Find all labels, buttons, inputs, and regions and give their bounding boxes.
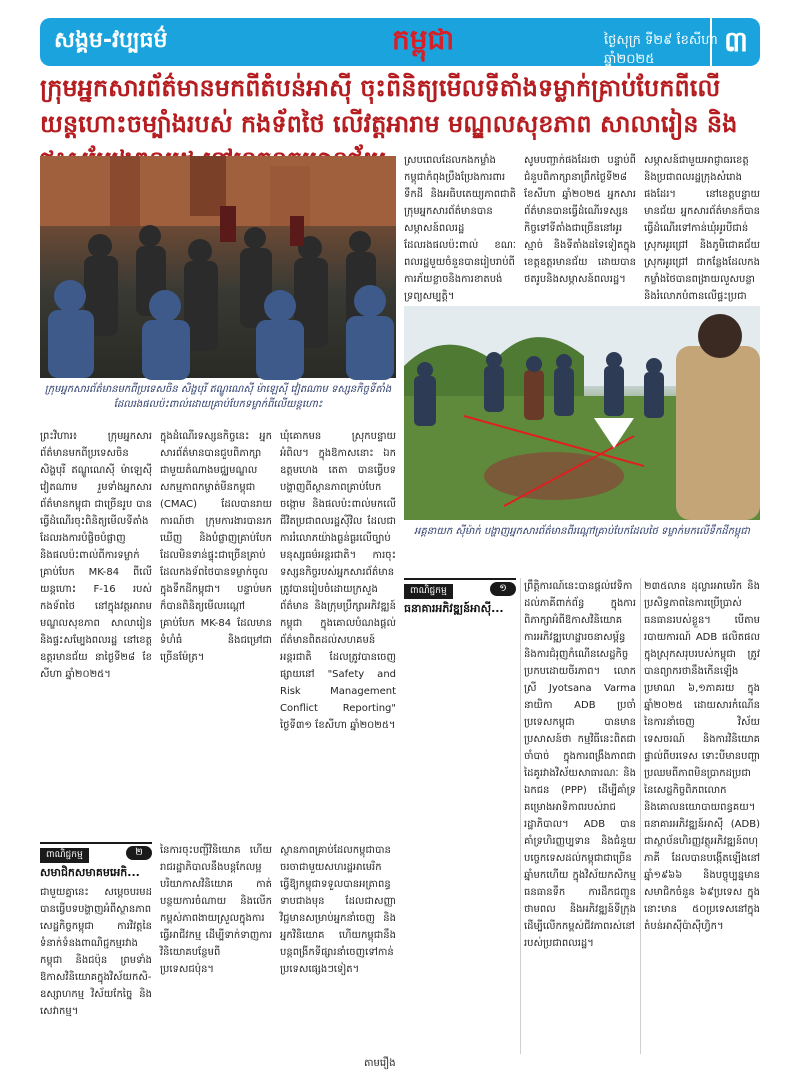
news-box-1 bbox=[404, 578, 516, 620]
section-title: សង្គម-វប្បធម៌ bbox=[54, 28, 168, 53]
photo2-caption: អគ្គនាយក ស៊ីម៉ាក់ បង្ហាញអ្នកសារព័ត៌មានពីរណ្ដៅគ្រាប់បែកដែលថៃ ទម្លាក់មកលើទឹកដីកម្ពុជា bbox=[414, 526, 750, 537]
box1-column-2: ២៣៥លាន ដុល្លារអាមេរិក និងប្រសិទ្ធភាពនៃការប្រើប្រាស់ធនធានរបស់ខ្លួន។ បើតាមរបាយការណ៍ ADB ផលិតផលក្នុងស្រុកសរុបរបស់កម្ពុជា ត្រូវបានព្យាករថានឹងកើនឡើងប្រមាណ ៦,១ភាគរយ ក្នុងឆ្នាំ២០២៥ ដោយសារកំណើននៃការនាំចេញ វិស័យទេសចរណ៍ និងការវិនិយោគផ្ទាល់ពីបរទេស ទោះបីមានបញ្ហាប្រឈមពីភាពមិនប្រាកដប្រជានៃសេដ្ឋកិច្ចពិភពលោក និងគោលនយោបាយពន្ធគយ។ ធនាគារអភិវឌ្ឍន៍អាស៊ី (ADB) ជាស្ថាប័នហិរញ្ញវត្ថុអភិវឌ្ឍន៍ពហុភាគី ដែលបានបង្កើតឡើងនៅឆ្នាំ១៩៦៦ និងបច្ចុប្បន្នមានសមាជិកចំនួន ៦៩ប្រទេស ក្នុងនោះមាន ៥០ប្រទេសនៅក្នុងតំបន់អាស៊ីប៉ាស៊ីហ្វិក។ bbox=[644, 581, 760, 932]
box2-column-2: នៃការចុះបញ្ជីវិនិយោគ ហើយរាជរដ្ឋាភិបាលនឹងបន្តកែលម្អបរិយាកាសវិនិយោគ កាត់បន្ថយការចំណាយ និងលើកកម្ពស់ភាពងាយស្រួលក្នុងការធ្វើអាជីវកម្ម ដើម្បីទាក់ទាញការវិនិយោគបន្ថែមពីប្រទេសជប៉ុន។ bbox=[160, 845, 272, 975]
column-divider bbox=[640, 578, 641, 1054]
box1-column-1: ព្រឹត្តិការណ៍នេះបានផ្ដល់វេទិកាដល់ភាគីពាក់ព័ន្ធ ក្នុងការពិភាក្សាអំពីឱកាសវិនិយោគ ការអភិវឌ្ឍហេដ្ឋារចនាសម្ព័ន្ធ និងការជំរុញកំណើនសេដ្ឋកិច្ចប្រកបដោយចីរភាព។ លោកស្រី Jyotsana Varma នាយិកា ADB ប្រចាំប្រទេសកម្ពុជា បានមានប្រសាសន៍ថា កម្មវិធីនេះពិតជាចាំបាច់ ក្នុងការពង្រឹងភាពជាដៃគូរវាងវិស័យសាធារណៈ និងឯកជន (PPP) ដើម្បីគាំទ្រគម្រោងអាទិភាពរបស់រាជរដ្ឋាភិបាល។ ADB បានគាំទ្រហិរញ្ញប្បទាន និងជំនួយបច្ចេកទេសដល់កម្ពុជាជាច្រើនឆ្នាំមកហើយ ក្នុងវិស័យកសិកម្ម ធនធានទឹក ការដឹកជញ្ជូន ថាមពល និងអភិវឌ្ឍន៍ទីក្រុង ដើម្បីលើកកម្ពស់ជីវភាពរស់នៅរបស់ប្រជាពលរដ្ឋ។ bbox=[524, 581, 636, 949]
news-box-2 bbox=[40, 842, 152, 884]
article-column-1: ព្រះវិហារ៖ ក្រុមអ្នកសារព័ត៌មានមកពីប្រទេសចិន សិង្ហបុរី ឥណ្ឌូណេស៊ី ម៉ាឡេស៊ី វៀតណាម រួមទាំងអ្នកសារព័ត៌មានកម្ពុជា ជាច្រើនរូប បានធ្វើដំណើរចុះពិនិត្យមើលទីតាំងដែលរងការបំផ្លិចបំផ្លាញនិងផលប៉ះពាល់ពីការទម្លាក់គ្រាប់បែក MK-84 ពីលើយន្តហោះ F-16 របស់កងទ័ពថៃ នៅក្នុងវត្តអារាម មណ្ឌលសុខភាព សាលារៀន និងផ្ទះសម្បែងពលរដ្ឋ នៅខេត្តឧត្តរមានជ័យ នាថ្ងៃទី២៨ ខែសីហា ឆ្នាំ២០២៥។ bbox=[40, 431, 152, 680]
box2-column-1: ជាមួយគ្នានេះ សម្ដេចបរម​ដបានធ្វើបទបង្ហាញអំពីស្ថានភាពសេដ្ឋកិច្ចកម្ពុជា ការវិវត្តនៃទំនាក់ទំនងពាណិជ្ជកម្មរវាងកម្ពុជា និងជប៉ុន ព្រមទាំងឱកាសវិនិយោគក្នុងវិស័យកសិ-ឧស្សាហកម្ម វិស័យកែច្នៃ និងសេវាកម្ម។ bbox=[40, 887, 152, 1017]
press-group-photo-art bbox=[40, 156, 396, 378]
crater-site-photo bbox=[404, 306, 760, 520]
photo1-caption: ក្រុមអ្នកសារព័ត៌មានមកពីប្រទេសចិន សិង្ហបុរី ឥណ្ឌូណេស៊ី ម៉ាឡេស៊ី វៀតណាម ទស្សនកិច្ចទីតាំងដែលរងផលប៉ះពាល់ដោយគ្រាប់បែកទម្លាក់ពីលើយន្តហោះ bbox=[44, 384, 392, 410]
box2-subtitle: សមាជិកសមាគមអេកិ... bbox=[40, 866, 140, 879]
box2-tag: ពាណិជ្ជកម្ម bbox=[40, 848, 89, 863]
box2-column-3: ស្ថានភាពគ្រាប់ដែលកម្ពុជាបានចរចាជាមួយសហរដ្ឋអាមេរិក ធ្វើឱ្យកម្ពុជាទទួលបានអត្រាពន្ធទាបជាងមុន ដែលជាសញ្ញាវិជ្ជមានសម្រាប់អ្នកនាំចេញ និងអ្នកវិនិយោគ ហើយកម្ពុជានឹងបន្តពង្រីកទីផ្សារនាំចេញទៅកាន់ប្រទេសផ្សេងៗទៀត។ bbox=[280, 845, 396, 975]
article-column-2: ក្នុងដំណើរទស្សនកិច្ចនេះ អ្នកសារព័ត៌មានបានជួបពិភាក្សាជាមួយតំណាងមជ្ឈមណ្ឌលសកម្មភាពកម្ចាត់មីនកម្ពុជា (CMAC) ដែលបានរាយការណ៍ថា ក្រុមការងារបានរកឃើញ និងបំផ្លាញគ្រាប់បែកដែលមិនទាន់ផ្ទុះជាច្រើនគ្រាប់ ដែលកងទ័ពថៃបានទម្លាក់ចូលក្នុងទឹកដីកម្ពុជា។ បន្ទាប់មក ក៏បានពិនិត្យមើលរណ្ដៅគ្រាប់បែក MK-84 ដែលមានទំហំធំ និងជម្រៅជាច្រើនម៉ែត្រ។ bbox=[160, 431, 272, 663]
top-column-1: ស្របពេលដែលកងកម្លាំងកម្ពុជាកំពុងប្រឹងប្រែងការពារទឹកដី និងអធិបតេយ្យភាពជាតិ ក្រុមអ្នកសារព័ត៌មានបានសម្ភាសន៍ពលរដ្ឋដែលរងផលប៉ះពាល់ ខណៈពលរដ្ឋមួយចំនួនបានរៀបរាប់ពីការភ័យខ្លាចនិងការខាតបង់ទ្រព្យសម្បត្តិ។ bbox=[404, 155, 516, 302]
issue-date: ថ្ងៃសុក្រ ទី២៩ ខែសីហា ឆ្នាំ២០២៥ bbox=[604, 33, 718, 67]
press-group-photo bbox=[40, 156, 396, 378]
main-headline: ក្រុមអ្នកសារព័ត៌មានមកពីតំបន់អាស៊ី ចុះពិនិត្យមើលទីតាំងទម្លាក់គ្រាប់បែកពីលើយន្តហោះចម្បាំងរបស់ កងទ័ពថៃ លើវត្តអារាម មណ្ឌលសុខភាព សាលារៀន និង bbox=[40, 74, 738, 138]
top-column-2: សូមបញ្ជាក់ផងដែរថា បន្ទាប់ពីជំនួបពិភាក្សានាព្រឹកថ្ងៃទី២៨ ខែសីហា ឆ្នាំ២០២៥ អ្នកសារព័ត៌មានបានធ្វើដំណើរទស្សនកិច្ចទៅទីតាំងជាច្រើននៅអូរស្មាច់ និងទីតាំងដទៃទៀតក្នុងខេត្តឧត្តរមានជ័យ ដោយបានថតរូបនិងសម្ភាសន៍ពលរដ្ឋ។ bbox=[524, 155, 636, 285]
box1-subtitle: ធនាគារអភិវឌ្ឍន៍អាស៊ី... bbox=[404, 602, 504, 615]
author-signature: តាមរឿង bbox=[364, 1058, 396, 1069]
box1-number: ១ bbox=[490, 582, 516, 596]
page-number: ៣ bbox=[710, 18, 760, 66]
box1-tag: ពាណិជ្ជកម្ម bbox=[404, 584, 453, 599]
box2-number: ២ bbox=[126, 846, 152, 860]
page-header bbox=[40, 18, 760, 66]
article-column-3: ឃុំគោកមន ស្រុកបន្ទាយអំពិល។ ក្នុងឱកាសនោះ ឯកឧត្តមហេង តេតា បានធ្វើបទបង្ហាញពីស្ថានភាពគ្រាប់បែកចង្កោម និងផលប៉ះពាល់មកលើជីវិតប្រជាពលរដ្ឋស៊ីវិល ដែលជាការរំលោភយ៉ាងធ្ងន់ធ្ងរលើច្បាប់មនុស្សធម៌អន្តរជាតិ។ ការចុះទស្សនកិច្ចរបស់អ្នកសារព័ត៌មានត្រូវបានរៀបចំដោយក្រសួងព័ត៌មាន និងក្រុមប្រឹក្សាអភិវឌ្ឍន៍កម្ពុជា ក្នុងគោលបំណងផ្ដល់ព័ត៌មានពិតដល់សហគមន៍អន្តរជាតិ ដែលត្រូវបានចេញផ្សាយនៅ "Safety and Risk Management Conflict Reporting" ថ្ងៃទី៣១ ខែសីហា ឆ្នាំ២០២៥។ bbox=[280, 431, 396, 731]
column-divider bbox=[520, 578, 521, 1054]
top-column-3: សម្ភាសន៍ជាមួយអាជ្ញាធរខេត្ត និងប្រជាពលរដ្ឋក្រុងសំរោង ផងដែរ។ នៅខេត្តបន្ទាយមានជ័យ អ្នកសារព័ត៌មានក៏បានធ្វើដំណើរទៅកាន់ឃុំអូរបីជាន់ ស្រុកអូរជ្រៅ និងភូមិជោគជ័យ ស្រុកអូរជ្រៅ ជាកន្លែងដែលកងកម្លាំងថៃបានពង្រាយលួសបន្លានិងរំលោភបំពានលើផ្ទះប្រជា bbox=[644, 155, 760, 302]
newspaper-logo: កម្ពុជា bbox=[392, 23, 455, 56]
crater-site-photo-art bbox=[404, 306, 760, 520]
